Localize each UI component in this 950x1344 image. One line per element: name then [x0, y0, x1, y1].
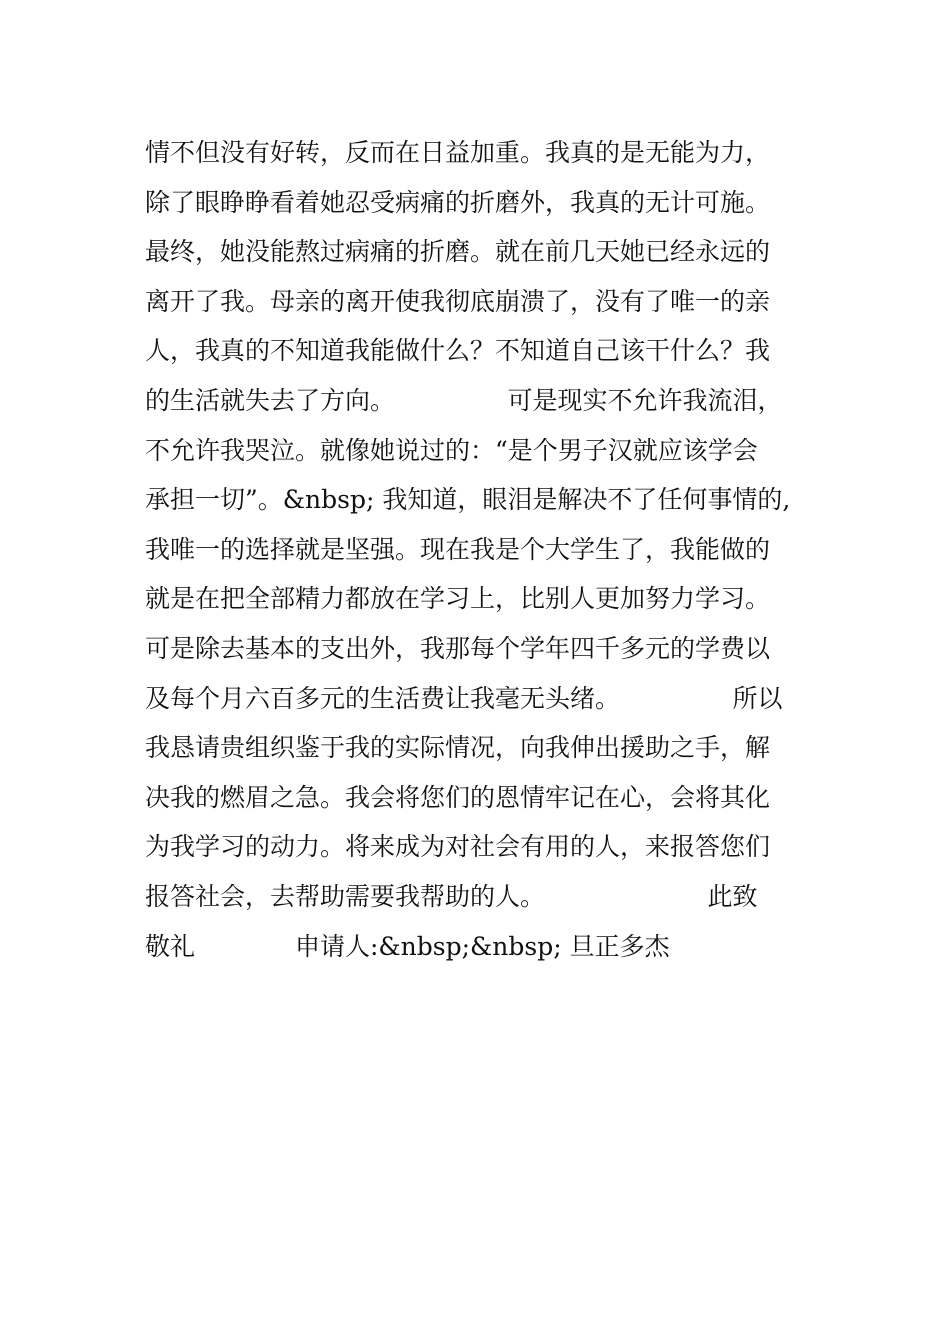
- text-line-2: 除了眼睁睁看着她忍受病痛的折磨外，我真的无计可施。: [145, 187, 771, 217]
- text-line-11: 可是除去基本的支出外，我那每个学年四千多元的学费以: [145, 633, 771, 663]
- text-line-5: 人，我真的不知道我能做什么？不知道自己该干什么？我: [145, 336, 771, 366]
- text-line-1: 情不但没有好转，反而在日益加重。我真的是无能为力，: [145, 138, 771, 167]
- letter-body: [145, 128, 825, 971]
- text-line-3: 最终，她没能熬过病痛的折磨。就在前几天她已经永远的: [145, 237, 771, 267]
- text-line-15: 为我学习的动力。将来成为对社会有用的人，来报答您们: [145, 832, 771, 862]
- text-line-10: 就是在把全部精力都放在学习上，比别人更加努力学习。: [145, 584, 771, 614]
- text-line-13: 我恳请贵组织鉴于我的实际情况，向我伸出援助之手，解: [145, 733, 771, 763]
- text-line-9: 我唯一的选择就是坚强。现在我是个大学生了，我能做的: [145, 534, 771, 564]
- text-line-16: 报答社会，去帮助需要我帮助的人。 此致: [145, 881, 758, 911]
- text-line-7: 不允许我哭泣。就像她说过的：“是个男子汉就应该学会: [145, 435, 758, 465]
- signature-line: 敬礼 申请人:&nbsp;&nbsp; 旦正多杰: [145, 931, 670, 961]
- text-line-12: 及每个月六百多元的生活费让我毫无头绪。 所以: [145, 683, 783, 713]
- text-line-6: 的生活就失去了方向。 可是现实不允许我流泪，: [145, 385, 783, 415]
- text-line-4: 离开了我。母亲的离开使我彻底崩溃了，没有了唯一的亲: [145, 286, 771, 316]
- text-line-8: 承担一切”。&nbsp; 我知道，眼泪是解决不了任何事情的,: [145, 485, 791, 515]
- text-line-14: 决我的燃眉之急。我会将您们的恩情牢记在心，会将其化: [145, 782, 771, 812]
